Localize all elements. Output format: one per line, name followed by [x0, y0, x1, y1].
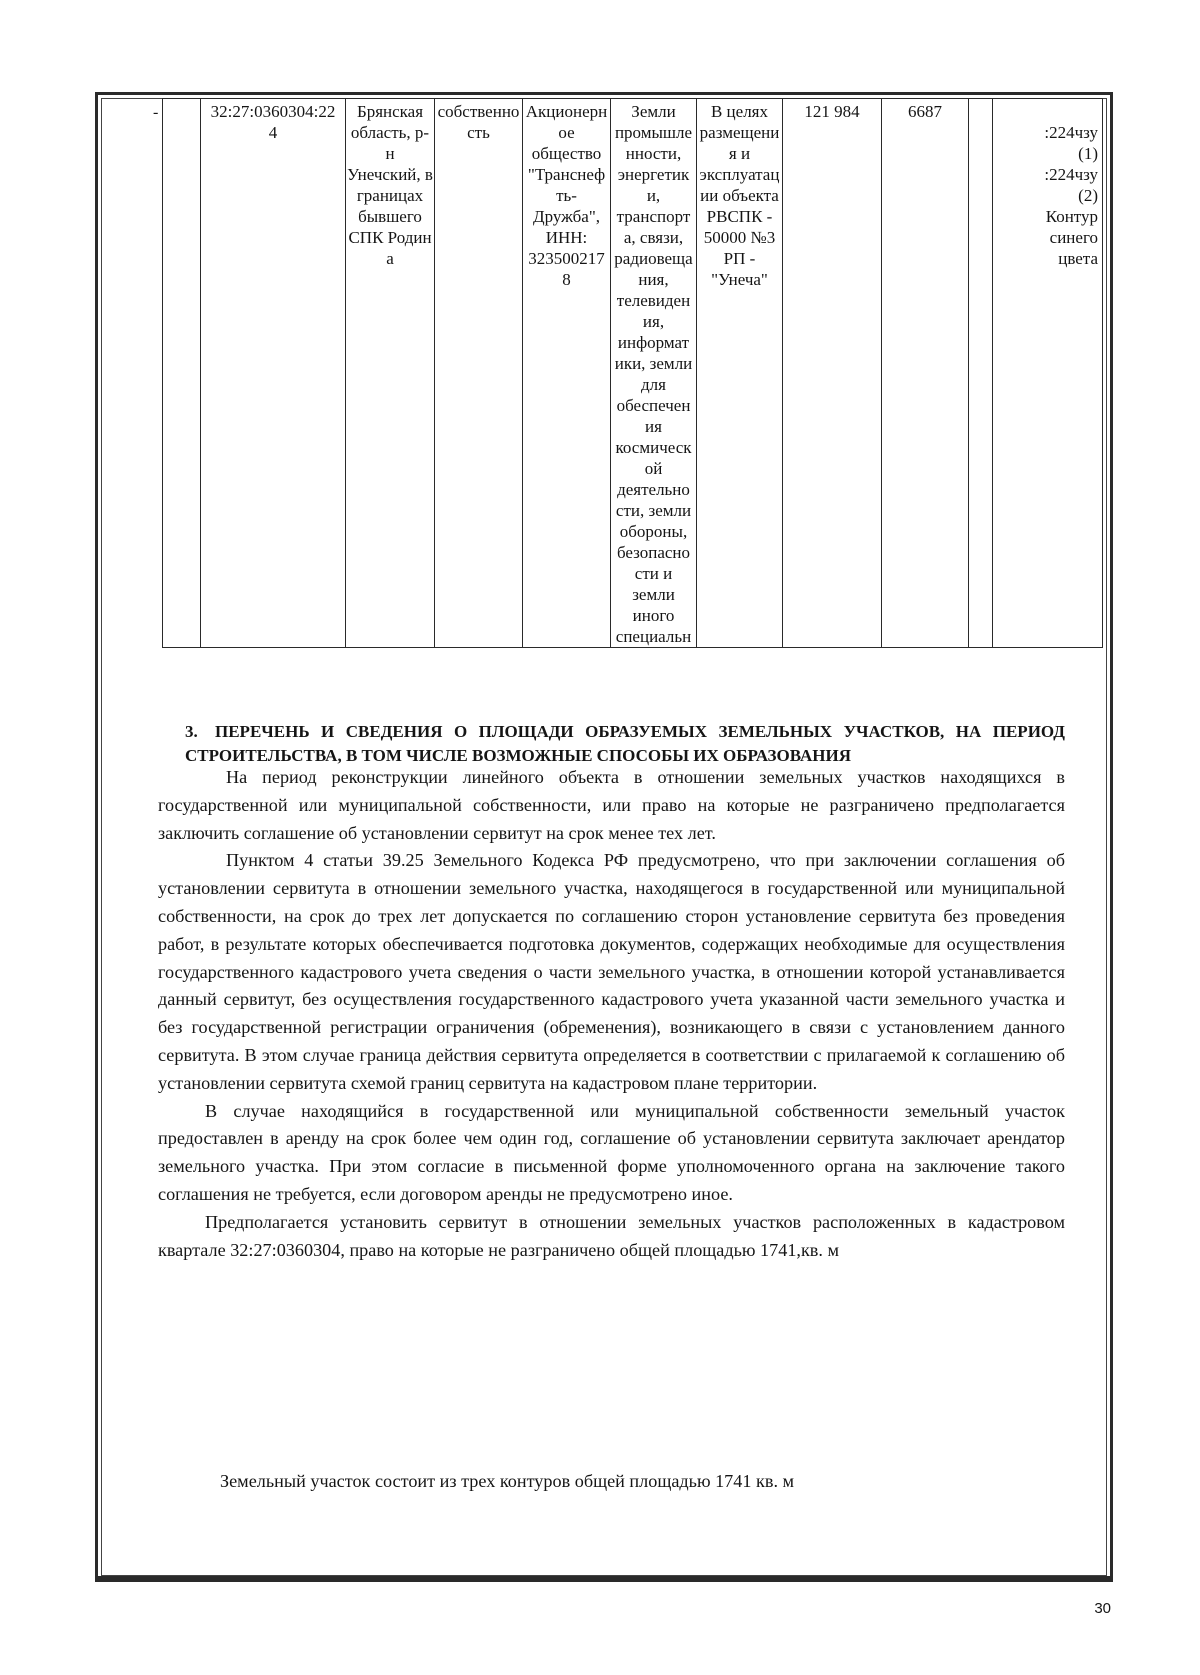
- cell-area: 121 984: [783, 99, 882, 648]
- paragraph-1: На период реконструкции линейного объекта в отношении земельных участков находящихся в государственной или муниципальной собственности, или право на которые не разграничено предполагается заключить соглашение об установлении сервитут на срок менее тех лет.: [158, 767, 1065, 843]
- cell-address: Брянская область, р-н Унечский, в границах бывшего СПК Родина: [346, 99, 435, 648]
- cell-index: [163, 99, 201, 648]
- cell-cadastral-number: 32:27:0360304:22 4: [201, 99, 346, 648]
- body-text: [158, 764, 1065, 1264]
- paragraph-4: Предполагается установить сервитут в отношении земельных участков расположенных в кадастровом квартале 32:27:0360304, право на которые не разграничено общей площадью 1741,кв. м: [158, 1211, 1065, 1260]
- table-row: [163, 99, 1103, 648]
- section-heading: [185, 720, 1065, 768]
- page-border-bottom: [95, 1576, 1113, 1582]
- margin-mark: -: [153, 104, 159, 121]
- cell-rightholder: Акционерн ое общество "Транснеф ть- Дружба", ИНН: 323500217 8: [523, 99, 611, 648]
- land-plot-table: [162, 98, 1103, 648]
- section-title: ПЕРЕЧЕНЬ И СВЕДЕНИЯ О ПЛОЩАДИ ОБРАЗУЕМЫХ ЗЕМЕЛЬНЫХ УЧАСТКОВ, НА ПЕРИОД СТРОИТЕЛЬСТВА, В ТОМ ЧИСЛЕ ВОЗМОЖНЫЕ СПОСОБЫ ИХ ОБРАЗОВАНИЯ: [185, 722, 1065, 765]
- cell-contour-note: :224чзу (1) :224чзу (2) Контур синего цвета: [993, 99, 1103, 648]
- cell-empty: [969, 99, 993, 648]
- cell-servitude-area: 6687: [882, 99, 969, 648]
- paragraph-2: Пунктом 4 статьи 39.25 Земельного Кодекса РФ предусмотрено, что при заключении соглашения об установлении сервитута в отношении земельного участка, находящегося в государственной или муниципальной собственности, на срок до трех лет допускается по соглашению сторон установление сервитута без проведения работ, в результате которых обеспечивается подготовка документов, содержащих необходимые для осуществления государственного кадастрового учета сведения о части земельного участка, в отношении которой устанавливается данный сервитут, без осуществления государственного кадастрового учета указанной части земельного участка и без государственной регистрации ограничения (обременения), возникающего в связи с установлением данного сервитута. В этом случае граница действия сервитута определяется в соответствии с прилагаемой к соглашению об установлении сервитута схемой границ сервитута на кадастровом плане территории.: [158, 850, 1065, 1093]
- paragraph-3: В случае находящийся в государственной или муниципальной собственности земельный участок предоставлен в аренду на срок более чем один год, соглашение об установлении сервитута заключает арендатор земельного участка. При этом согласие в письменной форме уполномоченного органа на заключение такого соглашения не требуется, если договором аренды не предусмотрено иное.: [158, 1100, 1065, 1204]
- page-number: 30: [1094, 1600, 1111, 1617]
- cell-land-category: Земли промышле нности, энергетик и, транспорт а, связи, радиовеща ния, телевиден ия, информат ики, земли для обеспечен ия космическ ой деятельно сти, земли обороны, безопасно сти и земли иного специальн: [611, 99, 697, 648]
- cell-ownership: собственно сть: [435, 99, 523, 648]
- cell-purpose: В целях размещени я и эксплуатац ии объекта РВСПК - 50000 №3 РП - "Унеча": [697, 99, 783, 648]
- section-number: 3.: [185, 722, 198, 741]
- summary-line: Земельный участок состоит из трех контуров общей площадью 1741 кв. м: [220, 1471, 795, 1491]
